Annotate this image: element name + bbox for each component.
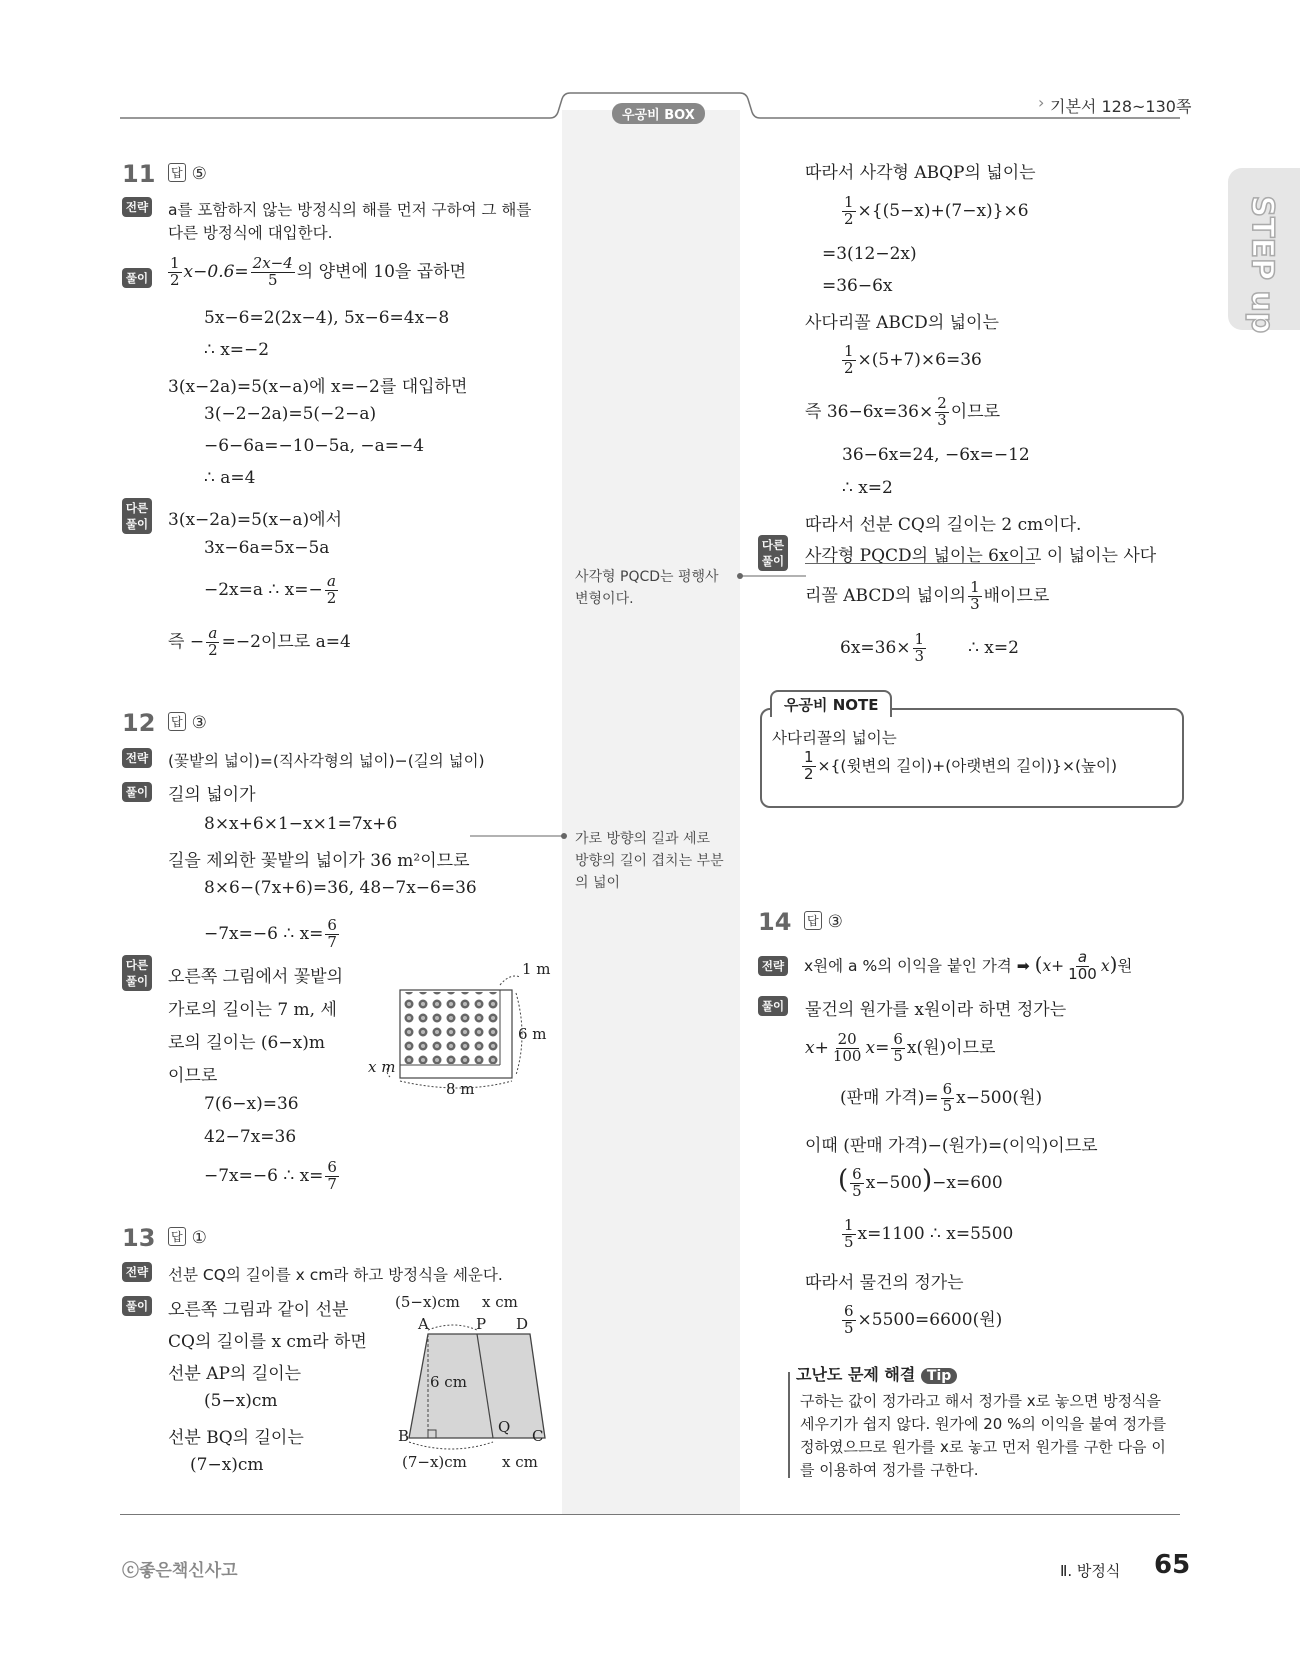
q12-alt-line: 가로의 길이는 7 m, 세 [168, 1000, 337, 1020]
r-line: $\frac{1}{2}$ ×{(5−x)+(7−x)}×6 [844, 193, 1029, 228]
tip-line: 세우기가 쉽지 않다. 원가에 20 %의 이익을 붙여 정가를 [800, 1415, 1167, 1433]
q13-line: 선분 AP의 길이는 [168, 1364, 302, 1384]
q13-strategy: 선분 CQ의 길이를 x cm라 하고 방정식을 세운다. [168, 1266, 503, 1284]
q12-line: 8×6−(7x+6)=36, 48−7x−6=36 [204, 878, 477, 898]
fig13-label-h: 6 cm [430, 1373, 467, 1391]
underline [805, 563, 1035, 564]
q11-strategy-1: a를 포함하지 않는 방정식의 해를 먼저 구하여 그 해를 [168, 201, 532, 219]
q12-number: 12 [122, 709, 156, 737]
q13-answer: 답 ① [168, 1227, 207, 1248]
q11-line: 3(−2−2a)=5(−2−a) [204, 404, 377, 424]
fig13-label-d: D [516, 1315, 529, 1333]
tip-box [788, 1372, 790, 1478]
fig13-label-q: Q [498, 1418, 511, 1436]
tip-title: 고난도 문제 해결 Tip [796, 1362, 957, 1385]
fig12-label-top: 1 m [522, 960, 551, 978]
publisher: ⓒ좋은책신사고 [122, 1561, 238, 1581]
pointer-line [734, 570, 806, 582]
q12-alt-line: 이므로 [168, 1066, 218, 1086]
q13-line: CQ의 길이를 x cm라 하면 [168, 1332, 367, 1352]
fig13-label-p: P [476, 1315, 487, 1333]
solution-badge: 풀이 [758, 996, 788, 1016]
r-line: $\frac{1}{2}$ ×(5+7)×6=36 [844, 342, 982, 377]
solution-badge: 풀이 [122, 782, 152, 802]
q14-line: ( $\frac{6}{5}$ x−500)−x=600 [838, 1165, 1003, 1200]
q11-line: −6−6a=−10−5a, −a=−4 [204, 436, 425, 456]
strategy-badge: 전략 [122, 197, 152, 217]
q12-line: 길의 넓이가 [168, 785, 256, 805]
q13-number: 13 [122, 1224, 156, 1252]
tip-line: 정하였으므로 원가를 x로 놓고 먼저 원가를 구한 다음 이 [800, 1438, 1166, 1456]
footer-rule [120, 1514, 1180, 1515]
middle-band [562, 110, 740, 1515]
q14-line: $\frac{1}{5}$ x=1100 ∴ x=5500 [844, 1216, 1014, 1251]
fig12-label-bottom: 8 m [446, 1080, 475, 1098]
q11-alt-line: 즉 − $\frac{a}{2}$ =−2이므로 a=4 [168, 624, 351, 659]
pointer-line [470, 830, 570, 842]
q11-line: 3(x−2a)=5(x−a)에 x=−2를 대입하면 [168, 377, 468, 397]
q12-line: 길을 제외한 꽃밭의 넓이가 36 m²이므로 [168, 851, 470, 871]
q13-line: 오른쪽 그림과 같이 선분 [168, 1300, 349, 1320]
q12-alt-line: −7x=−6 ∴ x= $\frac{6}{7}$ [204, 1158, 337, 1193]
fig13-label-b: B [398, 1427, 410, 1445]
q11-alt-line: 3x−6a=5x−5a [204, 538, 330, 558]
alt-solution-badge: 다른 풀이 [122, 955, 152, 991]
q12-answer: 답 ③ [168, 712, 207, 733]
q11-line: ∴ a=4 [204, 468, 256, 488]
chapter-label: Ⅱ. 방정식 [1060, 1562, 1121, 1580]
q12-side-note: 가로 방향의 길과 세로 방향의 길이 겹치는 부분 의 넓이 [575, 831, 724, 891]
q14-answer: 답 ③ [804, 911, 843, 932]
r-line: =3(12−2x) [822, 244, 917, 264]
r-line: ∴ x=2 [842, 478, 893, 498]
alt-solution-badge: 다른 풀이 [122, 498, 152, 534]
q11-alt-line: −2x=a ∴ x=− $\frac{a}{2}$ [204, 572, 337, 607]
fig13-label-tl: (5−x)cm [395, 1293, 460, 1311]
r-alt-line: 리꼴 ABCD의 넓이의 $\frac{1}{3}$ 배이므로 [805, 578, 1050, 613]
q12-alt-line: 42−7x=36 [204, 1127, 297, 1147]
q12-line: 8×x+6×1−x×1=7x+6 [204, 814, 398, 834]
fig13-label-bl: (7−x)cm [402, 1453, 467, 1471]
q11-sol-line1: $\frac{1}{2}$ x−0.6= $\frac{2x-4}{5}$ 의 양변에 10을 곱하면 [170, 254, 467, 289]
note-line1: 사다리꼴의 넓이는 [772, 729, 897, 747]
q11-line: ∴ x=−2 [204, 340, 270, 360]
fig13-label-a: A [418, 1315, 429, 1333]
strategy-badge: 전략 [122, 748, 152, 768]
strategy-badge: 전략 [122, 1262, 152, 1282]
fig12-label-left: x m [368, 1058, 396, 1076]
fig13-label-c: C [532, 1427, 544, 1445]
chevron-right-icon: › [1038, 93, 1045, 112]
note-line2: $\frac{1}{2}$ ×{(윗변의 길이)+(아랫변의 길이)}×(높이) [804, 748, 1118, 783]
solution-badge: 풀이 [122, 1296, 152, 1316]
q11-number: 11 [122, 160, 156, 188]
q13-line: 선분 BQ의 길이는 [168, 1428, 304, 1448]
q12-strategy: (꽃밭의 넓이)=(직사각형의 넓이)−(길의 넓이) [168, 752, 485, 770]
strategy-badge: 전략 [758, 956, 788, 976]
q14-line: 물건의 원가를 x원이라 하면 정가는 [805, 1000, 1067, 1020]
q14-line: $\frac{6}{5}$ ×5500=6600(원) [844, 1302, 1003, 1337]
q12-alt-line: 7(6−x)=36 [204, 1094, 299, 1114]
book-reference: 기본서 128~130쪽 [1050, 97, 1192, 116]
q11-answer: 답 ⑤ [168, 163, 207, 184]
r-line: =36−6x [822, 276, 893, 296]
tip-line: 를 이용하여 정가를 구한다. [800, 1461, 979, 1479]
q13-side-note: 사각형 PQCD는 평행사 변형이다. [575, 569, 719, 607]
q11-strategy-2: 다른 방정식에 대입한다. [168, 224, 333, 242]
q13-line: (7−x)cm [190, 1455, 264, 1475]
q12-line: −7x=−6 ∴ x= $\frac{6}{7}$ [204, 916, 337, 951]
q11-line: 5x−6=2(2x−4), 5x−6=4x−8 [204, 308, 450, 328]
q13-line: (5−x)cm [204, 1391, 278, 1411]
r-line: 즉 36−6x=36× $\frac{2}{3}$ 이므로 [805, 394, 1001, 429]
q12-alt-line: 로의 길이는 (6−x)m [168, 1033, 325, 1053]
step-tab-label: STEP up [1244, 195, 1280, 334]
q14-number: 14 [758, 908, 792, 936]
q14-strategy: x원에 a %의 이익을 붙인 가격 ➡ (x+ $\frac{a}{100}$ x)원 [804, 948, 1133, 983]
q14-line: x+ $\frac{20}{100}$ x= $\frac{6}{5}$ x(원)이므로 [805, 1030, 996, 1065]
r-line: 사다리꼴 ABCD의 넓이는 [805, 313, 999, 333]
alt-solution-badge: 다른 풀이 [758, 535, 788, 571]
q11-alt-line: 3(x−2a)=5(x−a)에서 [168, 510, 342, 530]
r-alt-line: 사각형 PQCD의 넓이는 6x이고 이 넓이는 사다 [805, 546, 1157, 566]
r-alt-line: 6x=36× $\frac{1}{3}$ ∴ x=2 [840, 630, 1019, 665]
q14-line: 이때 (판매 가격)−(원가)=(이익)이므로 [805, 1136, 1098, 1156]
q12-alt-line: 오른쪽 그림에서 꽃밭의 [168, 967, 344, 987]
fig13-label-tr: x cm [482, 1293, 518, 1311]
page-number: 65 [1154, 1550, 1191, 1580]
r-line: 36−6x=24, −6x=−12 [842, 445, 1030, 465]
box-label: 우공비 BOX [612, 103, 705, 124]
tip-line: 구하는 값이 정가라고 해서 정가를 x로 놓으면 방정식을 [800, 1392, 1162, 1410]
q14-line: (판매 가격)= $\frac{6}{5}$ x−500(원) [840, 1080, 1043, 1115]
note-title: 우공비 NOTE [770, 690, 892, 717]
r-line: 따라서 사각형 ABQP의 넓이는 [805, 163, 1036, 183]
q14-line: 따라서 물건의 정가는 [805, 1273, 964, 1293]
fig12-label-right: 6 m [518, 1025, 547, 1043]
fig13-label-br: x cm [502, 1453, 538, 1471]
tip-badge: Tip [921, 1368, 957, 1384]
r-line: 따라서 선분 CQ의 길이는 2 cm이다. [805, 515, 1082, 535]
solution-badge: 풀이 [122, 268, 152, 288]
